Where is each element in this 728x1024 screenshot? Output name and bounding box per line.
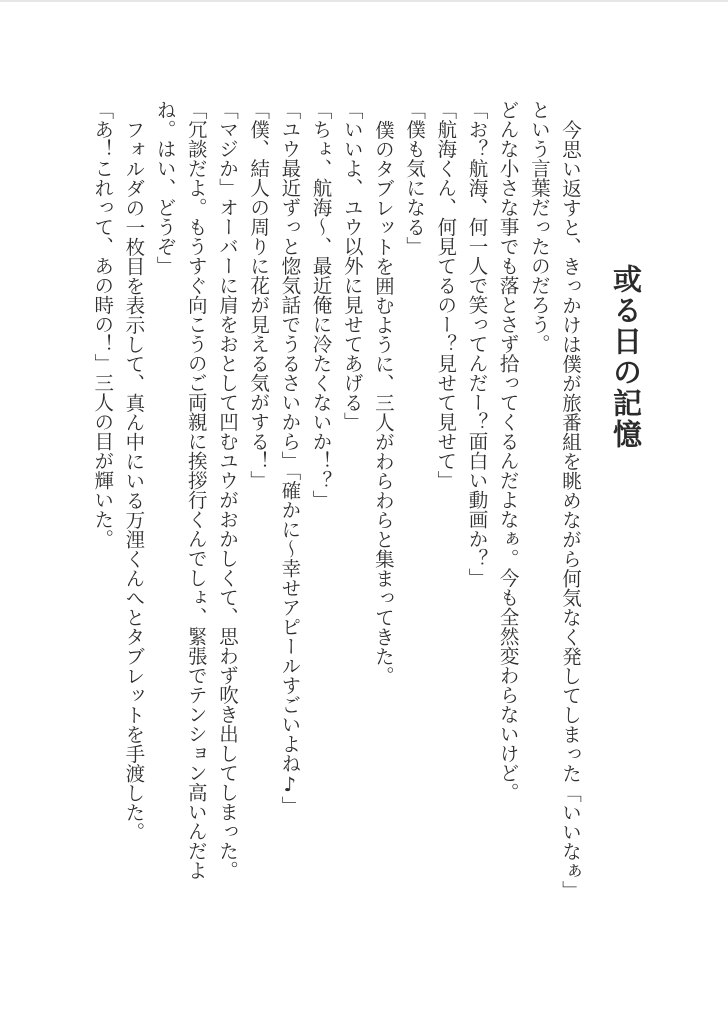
text-line: 「冗談だよ。もうすぐ向こうのご両親に挨拶行くんでしょ、緊張でテンション高いんだよ bbox=[184, 100, 208, 880]
text-line: 「僕も気になる」 bbox=[403, 100, 427, 256]
text-line: 「ちょ、航海〜、最近俺に冷たくないか！？」 bbox=[309, 100, 333, 510]
text-line: 「お？航海、何一人で笑ってんだー？面白い動画か？」 bbox=[465, 100, 489, 588]
text-line: 「いいよ、ユウ以外に見せてあげる」 bbox=[340, 100, 364, 432]
text-line: 僕のタブレットを囲むように、三人がわらわらと集まってきた。 bbox=[371, 119, 395, 685]
text-line: どんな小さな事でも落とさず拾ってくるんだよなぁ。今も全然変わらないけど。 bbox=[496, 100, 520, 802]
text-line: フォルダの一枚目を表示して、真ん中にいる万浬くんへとタブレットを手渡した。 bbox=[122, 119, 146, 841]
body-text bbox=[83, 100, 582, 980]
text-line: 「僕、結人の周りに花が見える気がする！」 bbox=[247, 100, 271, 490]
text-line: 「ユウ最近ずっと惚気話でうるさいから」「確かに〜幸せアピールすごいよね♪」 bbox=[278, 100, 302, 816]
text-line: ね。はい、どうぞ」 bbox=[153, 100, 177, 276]
text-line: という言葉だったのだろう。 bbox=[527, 100, 551, 354]
text-line: 今思い返すと、きっかけは僕が旅番組を眺めながら何気なく発してしまった「いいなぁ」 bbox=[559, 119, 582, 900]
text-line: 「あ！これって、あの時の！」三人の目が輝いた。 bbox=[91, 100, 115, 549]
text-line: 「マジか」オーバーに肩をおとして凹むユウがおかしくて、思わず吹き出してしまった。 bbox=[215, 100, 239, 880]
text-line: 「航海くん、何見てるのー？見せて見せて」 bbox=[434, 100, 458, 490]
chapter-title: 或る日の記憶 bbox=[609, 264, 643, 450]
